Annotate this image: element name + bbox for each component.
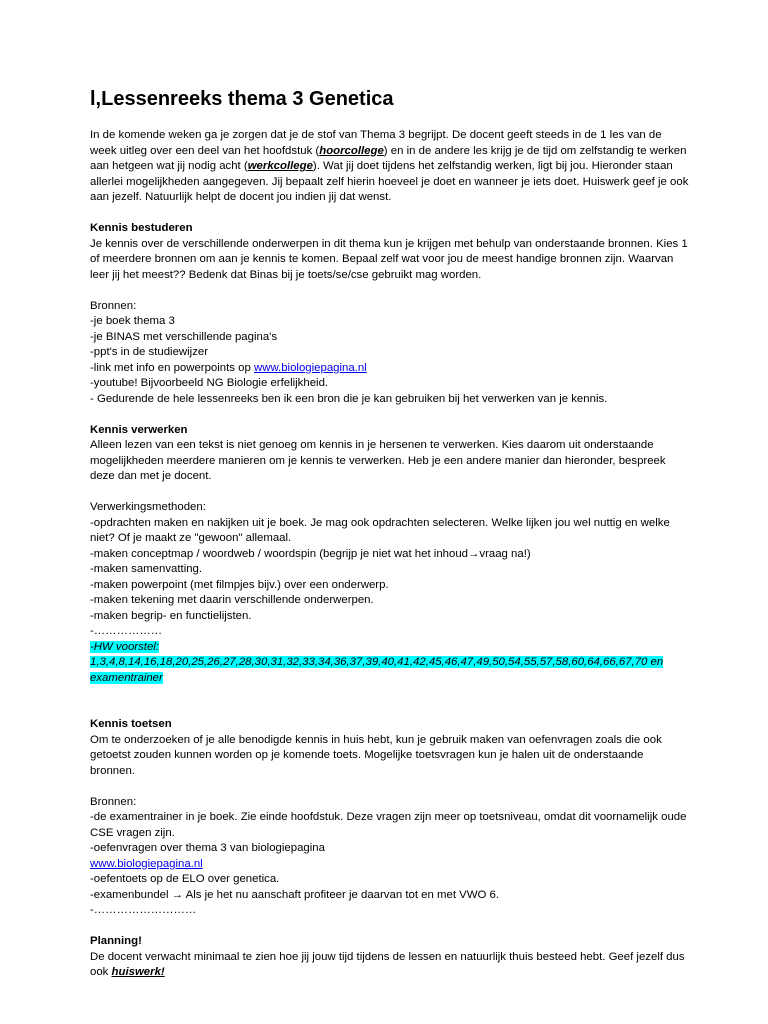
section-heading-verwerken: Kennis verwerken: [90, 423, 188, 436]
toetsen-text: Om te onderzoeken of je alle benodigde kennis in huis hebt, kun je gebruik maken van oefenvragen zoals die ook getoetst zouden kunnen worden op je komende toets. Mogelijke toetsvragen kun je halen uit de onderstaande bronnen.: [90, 733, 662, 777]
bronnen-label: Bronnen:: [90, 795, 137, 808]
list-item: -oefentoets op de ELO over genetica.: [90, 873, 280, 885]
biologiepagina-link-2[interactable]: www.biologiepagina.nl: [90, 857, 203, 870]
section-heading-planning: Planning!: [90, 935, 142, 947]
methods-label: Verwerkingsmethoden:: [90, 501, 206, 513]
list-item: -examenbundel → Als je het nu aanschaft profiteer je daarvan tot en met VWO 6.: [90, 888, 500, 901]
list-item: - Gedurende de hele lessenreeks ben ik een bron die je kan gebruiken bij het verwerken van je kennis.: [90, 392, 608, 405]
list-item: -maken begrip- en functielijsten.: [90, 609, 252, 622]
list-item: -je BINAS met verschillende pagina's: [90, 330, 278, 343]
bronnen-label: Bronnen:: [90, 299, 137, 312]
list-item: [90, 361, 690, 377]
list-item: -opdrachten maken en nakijken uit je boek. Je mag ook opdrachten selecteren. Welke lijken jou wel nuttig en welke niet? Of je maakt ze "gewoon" allemaal.: [90, 516, 670, 544]
intro-text-2: ) en in de andere les krijg je de tijd om zelfstandig te werken aan hetgeen wat jij nodig acht (: [90, 144, 687, 172]
document-body: [90, 86, 690, 981]
list-item: -………………: [90, 625, 163, 637]
homework-proposal: [90, 640, 690, 687]
verwerken-text: Alleen lezen van een tekst is niet genoeg om kennis in je hersenen te verwerken. Kies daarom uit onderstaande mogelijkheden meerdere manieren om je kennis te verwerken. Heb je een andere manier dan hieronder, bespreek deze dan met je docent.: [90, 439, 666, 482]
list-item: -………………………: [90, 904, 197, 916]
planning-text: [90, 950, 690, 981]
list-item: -oefenvragen over thema 3 van biologiepagina: [90, 842, 325, 854]
intro-paragraph: [90, 128, 690, 206]
huiswerk-emphasis: huiswerk!: [111, 966, 165, 978]
term-hoorcollege: hoorcollege: [319, 144, 384, 157]
list-item: -ppt's in de studiewijzer: [90, 346, 209, 358]
page-title: l,Lessenreeks thema 3 Genetica: [90, 88, 394, 110]
list-item: -de examentrainer in je boek. Zie einde hoofdstuk. Deze vragen zijn meer op toetsniveau, omdat dit voornamelijk oude CSE vragen zijn.: [90, 811, 687, 839]
highlighted-homework: -HW voorstel: 1,3,4,8,14,16,18,20,25,26,27,28,30,31,32,33,34,36,37,39,40,41,42,45,46,47,49,50,54,55,57,58,60,64,66,67,70 en examentrainer: [90, 640, 664, 684]
list-item: [90, 857, 690, 873]
list-item: -je boek thema 3: [90, 315, 175, 327]
planning-body: De docent verwacht minimaal te zien hoe jij jouw tijd tijdens de lessen en natuurlijk thuis besteed hebt. Geef jezelf dus ook: [90, 950, 685, 978]
intro-text-1: In de komende weken ga je zorgen dat je de stof van Thema 3 begrijpt. De docent geeft steeds in de 1 les van de week uitleg over een deel van het hoofdstuk (: [90, 129, 662, 157]
list-item: -maken powerpoint (met filmpjes bijv.) over een onderwerp.: [90, 578, 389, 591]
section-heading-toetsen: Kennis toetsen: [90, 718, 172, 730]
intro-text-3: ). Wat jij doet tijdens het zelfstandig werken, ligt bij jou. Hieronder staan allerlei mogelijkheden aangegeven. Jij bepaalt zelf hierin hoeveel je doet en wanneer je iets doet. Huiswerk geef je ook aan jezelf. Natuurlijk helpt de docent jou indien jij dat wenst.: [90, 160, 689, 203]
biologiepagina-link[interactable]: www.biologiepagina.nl: [254, 361, 367, 374]
spacer: [90, 686, 690, 717]
list-item: -maken conceptmap / woordweb / woordspin (begrijp je niet wat het inhoud→vraag na!): [90, 547, 531, 560]
list-item: -maken samenvatting.: [90, 563, 203, 575]
term-werkcollege: werkcollege: [247, 160, 313, 172]
list-item-text: -link met info en powerpoints op: [90, 361, 254, 374]
section-heading-bestuderen: Kennis bestuderen: [90, 222, 193, 234]
bestuderen-text: Je kennis over de verschillende onderwerpen in dit thema kun je krijgen met behulp van onderstaande bronnen. Kies 1 of meerdere bronnen om aan je kennis te komen. Bepaal zelf wat voor jou de meest handige bronnen zijn. Waarvan leer jij het meest?? Bedenk dat Binas bij je toets/se/cse gebruikt mag worden.: [90, 237, 688, 281]
list-item: -maken tekening met daarin verschillende onderwerpen.: [90, 594, 374, 606]
list-item: -youtube! Bijvoorbeeld NG Biologie erfelijkheid.: [90, 377, 329, 389]
